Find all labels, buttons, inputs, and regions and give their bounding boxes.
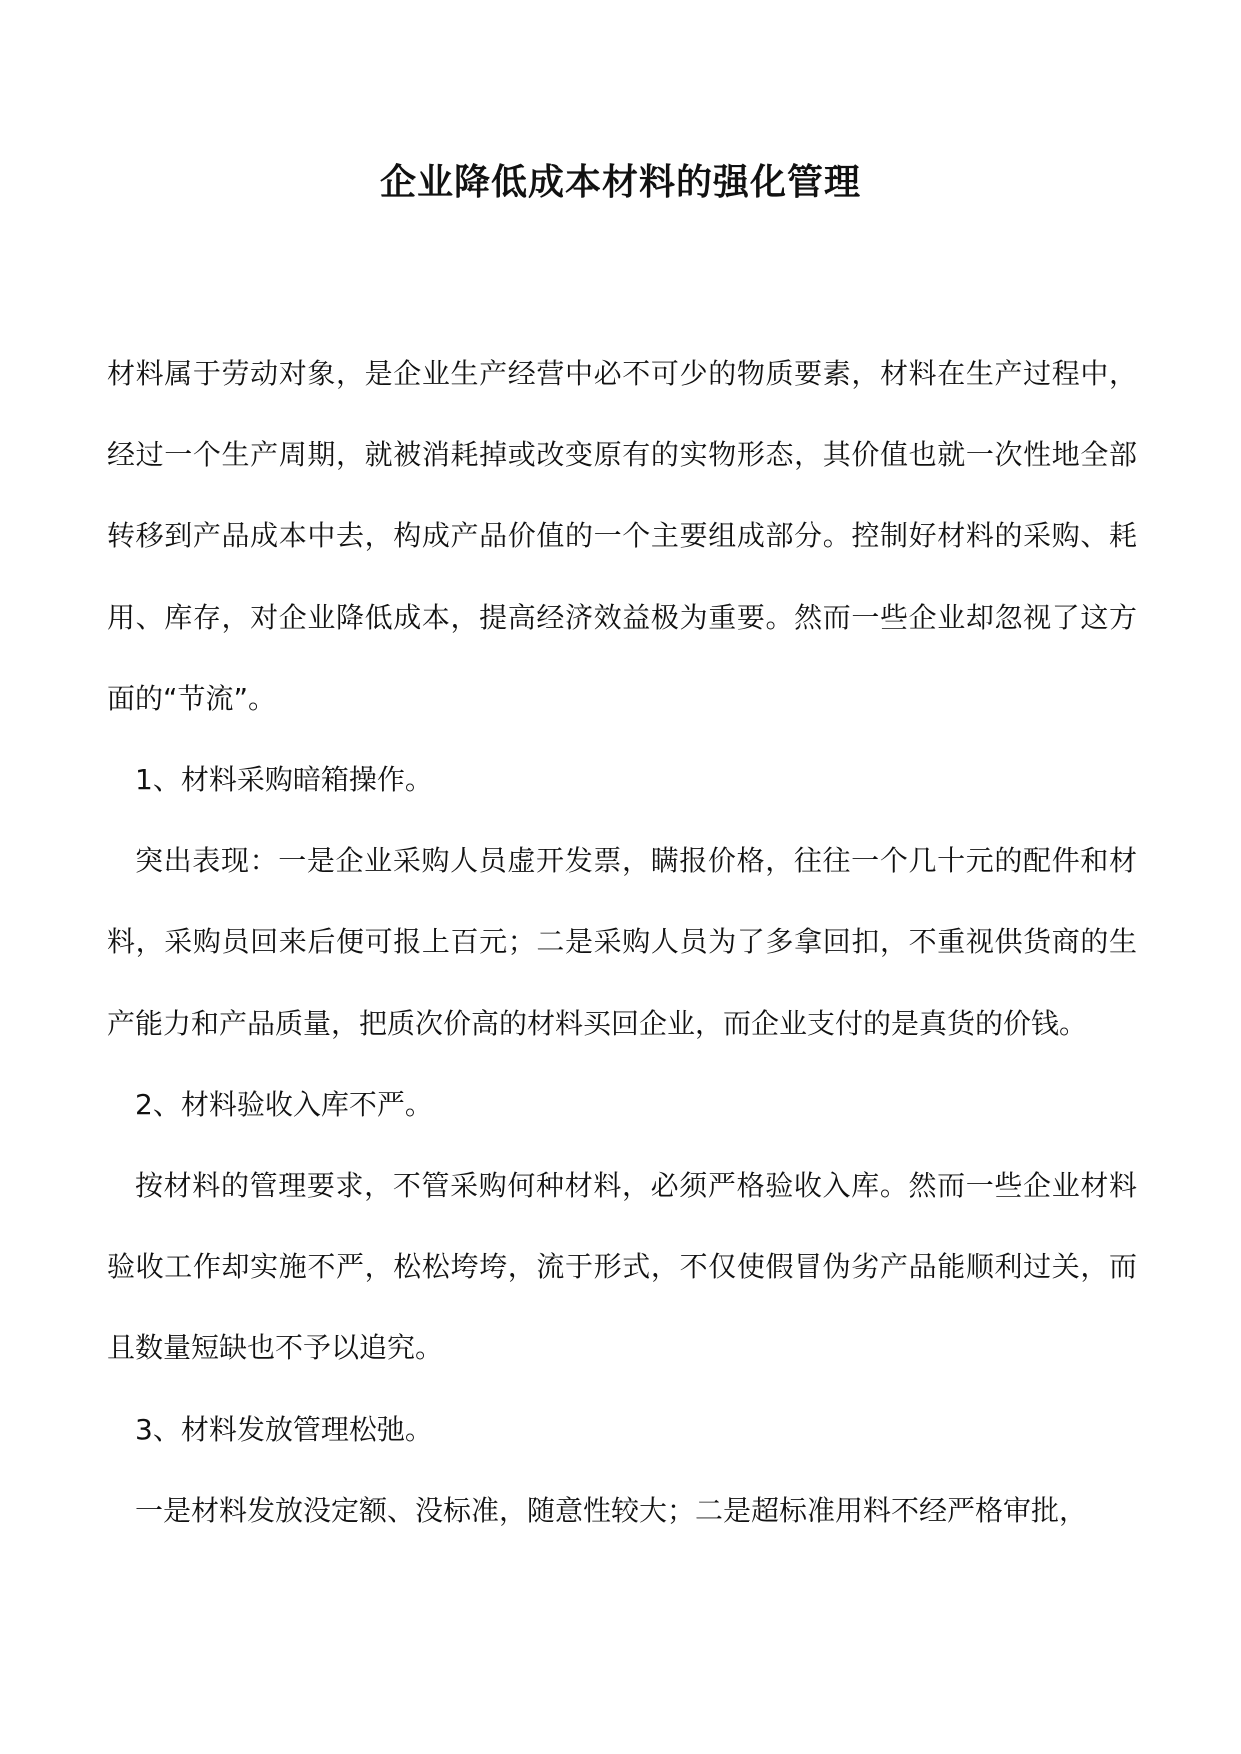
document-body [107,333,1137,1551]
section-heading-3: 3、材料发放管理松弛。 [135,1412,433,1446]
paragraph-section-2: 按材料的管理要求，不管采购何种材料，必须严格验收入库。然而一些企业材料验收工作却实施不严，松松垮垮，流于形式，不仅使假冒伪劣产品能顺利过关，而且数量短缺也不予以追究。 [107,1169,1137,1365]
paragraph-intro: 材料属于劳动对象，是企业生产经营中必不可少的物质要素，材料在生产过程中，经过一个生产周期，就被消耗掉或改变原有的实物形态，其价值也就一次性地全部转移到产品成本中去，构成产品价值的一个主要组成部分。控制好材料的采购、耗用、库存，对企业降低成本，提高经济效益极为重要。然而一些企业却忽视了这方面的“节流”。 [107,357,1137,715]
document-title: 企业降低成本材料的强化管理 [379,162,861,203]
paragraph-section-1: 突出表现：一是企业采购人员虚开发票，瞒报价格，往往一个几十元的配件和材料，采购员回来后便可报上百元；二是采购人员为了多拿回扣，不重视供货商的生产能力和产品质量，把质次价高的材料买回企业，而企业支付的是真货的价钱。 [107,844,1137,1040]
section-heading-2: 2、材料验收入库不严。 [135,1087,433,1121]
section-heading-1: 1、材料采购暗箱操作。 [135,763,433,797]
paragraph-section-3: 一是材料发放没定额、没标准，随意性较大；二是超标准用料不经严格审批， [135,1493,1088,1527]
